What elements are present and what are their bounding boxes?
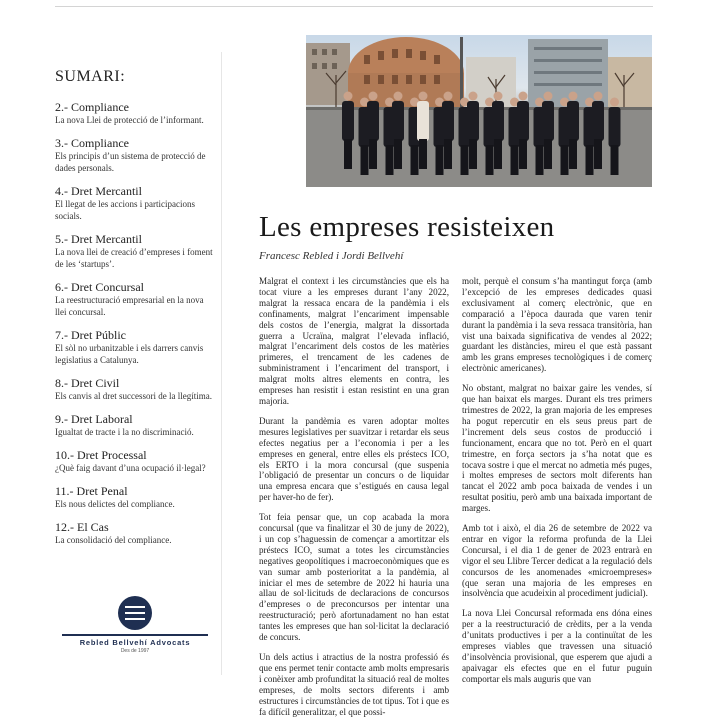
summary-item	[55, 232, 215, 270]
article-paragraph: La nova Llei Concursal reformada ens dóna eines per a la reestructuració de crèdits, per a la venda d’unitats productives i per a la continuïtat de les empreses viables que travessen una situació d’insolvència provisional, que esperem que ajudi a apaivagar els efectes que en el futur puguin comportar els mals auguris que van	[462, 608, 652, 684]
team-photo-illustration	[306, 35, 652, 187]
summary-item	[55, 448, 215, 474]
person-head	[469, 92, 478, 101]
person-legs	[386, 145, 394, 175]
summary-item-heading: 12.- El Cas	[55, 520, 109, 534]
summary-item-heading: 3.- Compliance	[55, 136, 129, 150]
summary-item-description: El sòl no urbanitzable i els darrers canvis legislatius a Catalunya.	[55, 343, 204, 365]
summary-item-description: El llegat de les accions i participacions socials.	[55, 199, 195, 221]
person-head	[519, 92, 528, 101]
firm-logo	[62, 596, 208, 654]
summary-item	[55, 100, 215, 126]
summary-item	[55, 484, 215, 510]
person-figure	[492, 101, 504, 141]
person-figure	[342, 101, 354, 141]
summary-item	[55, 376, 215, 402]
summary-item-heading: 2.- Compliance	[55, 100, 129, 114]
article-byline: Francesc Rebled i Jordi Bellvehí	[259, 250, 404, 262]
person-legs	[511, 145, 519, 175]
person-legs	[544, 139, 552, 169]
person-legs	[569, 139, 577, 169]
logo-emblem-icon	[118, 596, 152, 630]
person-legs	[611, 145, 619, 175]
article-column-2	[462, 276, 652, 694]
summary-item-description: ¿Què faig davant d’una ocupació il·legal?	[55, 463, 206, 473]
summary-item-heading: 6.- Dret Concursal	[55, 280, 144, 294]
article-paragraph: Amb tot i això, el dia 26 de setembre de 2022 va entrar en vigor la reforma profunda de la Llei Concursal, i el dia 1 de gener de 2023 entrarà en vigor el seu Llibre Tercer dedicat a la regulació dels concursos de les anomenades «microempreses» (que seran una majoria de les empreses en insolvència que acudeixin al procediment judicial).	[462, 523, 652, 599]
logo-rule	[62, 634, 208, 636]
person-legs	[394, 139, 402, 169]
person-legs	[436, 145, 444, 175]
summary-item	[55, 520, 215, 546]
summary-item	[55, 184, 215, 222]
person-legs	[586, 145, 594, 175]
person-figure	[609, 107, 621, 147]
summary-item-heading: 11.- Dret Penal	[55, 484, 128, 498]
summary-item	[55, 328, 215, 366]
summary-item	[55, 412, 215, 438]
person-legs	[494, 139, 502, 169]
article-column-1	[259, 276, 449, 726]
column-divider	[221, 52, 222, 675]
person-head	[494, 92, 503, 101]
person-legs	[536, 145, 544, 175]
summary-item-heading: 4.- Dret Mercantil	[55, 184, 142, 198]
person-head	[544, 92, 553, 101]
person-legs	[419, 139, 427, 169]
person-figure	[542, 101, 554, 141]
sidebar-summary	[55, 68, 215, 556]
person-legs	[519, 139, 527, 169]
summary-item-description: Els nous delictes del compliance.	[55, 499, 175, 509]
article-paragraph: No obstant, malgrat no baixar gaire les vendes, sí que han baixat els marges. Durant els tres primers trimestres de 2022, la gran majoria de les empreses ha pogut repercutir en els seus preus part de l’increment dels seus costos de producció i funcionament, encara que no tot. Però en el quart trimestre, en força sectors ja s’ha notat que es tocava sostre i que el mercat no admetia més puges, i moltes empreses de sectors molt diferents han tancat el 2022 amb poca baixada de vendes i un resultat positiu, però amb una baixada important de marges.	[462, 383, 652, 514]
person-head	[419, 92, 428, 101]
person-head	[344, 92, 353, 101]
person-legs	[444, 139, 452, 169]
article-paragraph: Un dels actius i atractius de la nostra professió és que ens permet tenir contacte amb molts empresaris i conèixer amb profunditat la situació real de moltes empreses, de molts sectors diferents i amb estructures i circumstàncies de tot tipus. Tot i que es fa difícil generalitzar, el que possi-	[259, 652, 449, 717]
article-title: Les empreses resisteixen	[259, 211, 555, 243]
summary-item-description: Els canvis al dret successori de la llegítima.	[55, 391, 212, 401]
person-head	[594, 92, 603, 101]
article-paragraph: Malgrat el context i les circumstàncies que els ha tocat viure a les empreses durant l’any 2022, malgrat la ressaca encara de la pandèmia i els confinaments, malgrat l’encariment impensable dels costos de l’energia, malgrat la dissortada guerra a Ucraïna, malgrat l’elevada inflació, malgrat l’encariment dels costos de les matèries primeres, el trencament de les cadenes de subministrament i l’encariment del transport, i malgrat molts altres elements en contra, les empreses han resistit i estan resistint en una gran majoria.	[259, 276, 449, 406]
logo-name: Rebled Bellvehí Advocats	[79, 638, 191, 647]
team-photo	[306, 35, 652, 187]
person-head	[444, 92, 453, 101]
person-legs	[594, 139, 602, 169]
summary-list	[55, 100, 215, 546]
article-paragraph: Tot feia pensar que, un cop acabada la mora concursal (que va finalitzar el 30 de juny de 2022), i un cop s’haguessin de començar a amortitzar els préstecs ICO, sumat a totes les circumstàncies negatives geopolítiques i macroeconòmiques que es van sumar amb posterioritat a la pandèmia, al iniciar el mes de setembre de 2022 hi hauria una allau de sol·licituds de declaracions de concursos d’empreses o de preconcursos per intentar una reestructuració; però afortunadament no han estat tantes les empreses que han sol·licitat la declaració de concurs.	[259, 512, 449, 643]
summary-item-heading: 9.- Dret Laboral	[55, 412, 133, 426]
person-legs	[411, 145, 419, 175]
article-paragraph: molt, perquè el consum s’ha mantingut força (amb l’excepció de les empreses dedicades quasi exclusivament al comerç electrònic, que en comparació a l’època daurada que varen tenir durant la pandèmia i la seva ressaca transitòria, han vist una baixada significativa de vendes al 2022; guardant les distàncies, mireu el que està passant amb les grans empreses tecnològiques i de comerç electrònic americanes).	[462, 276, 652, 374]
summary-item-heading: 10.- Dret Processal	[55, 448, 147, 462]
summary-item-description: Els principis d’un sistema de protecció de dades personals.	[55, 151, 206, 173]
summary-item-description: La consolidació del compliance.	[55, 535, 172, 545]
person-legs	[461, 145, 469, 175]
person-head	[569, 92, 578, 101]
top-rule	[55, 6, 653, 7]
article-paragraph: Durant la pandèmia es varen adoptar moltes mesures legislatives per suavitzar i retardar els seus efectes negatius per a l’economia i per a les empreses en general, entre elles els préstecs ICO, els ERTO i la mora concursal (que suspenia l’obligació de presentar un concurs o de liquidar una empresa encara que s’estigués en causa legal per haver-ho de fer).	[259, 415, 449, 503]
person-head	[610, 98, 619, 107]
summary-item	[55, 280, 215, 318]
summary-item	[55, 136, 215, 174]
person-figure	[367, 101, 379, 141]
person-figure	[442, 101, 454, 141]
person-legs	[344, 139, 352, 169]
person-figure	[592, 101, 604, 141]
person-legs	[561, 145, 569, 175]
person-figure	[567, 101, 579, 141]
person-head	[394, 92, 403, 101]
person-figure	[392, 101, 404, 141]
summary-item-description: La nova Llei de protecció de l’informant.	[55, 115, 204, 125]
person-figure	[467, 101, 479, 141]
person-figure	[417, 101, 429, 141]
summary-item-description: La nova llei de creació d’empreses i foment de les ‘startups’.	[55, 247, 213, 269]
summary-item-heading: 5.- Dret Mercantil	[55, 232, 142, 246]
summary-item-heading: 8.- Dret Civil	[55, 376, 120, 390]
person-head	[369, 92, 378, 101]
summary-item-heading: 7.- Dret Públic	[55, 328, 126, 342]
person-legs	[469, 139, 477, 169]
summary-title: SUMARI:	[55, 68, 126, 85]
person-legs	[361, 145, 369, 175]
logo-since: Des de 1997	[120, 648, 150, 654]
person-legs	[486, 145, 494, 175]
summary-item-description: La reestructuració empresarial en la nova llei concursal.	[55, 295, 204, 317]
person-legs	[369, 139, 377, 169]
person-figure	[517, 101, 529, 141]
summary-item-description: Igualtat de tracte i la no discriminació.	[55, 427, 194, 437]
